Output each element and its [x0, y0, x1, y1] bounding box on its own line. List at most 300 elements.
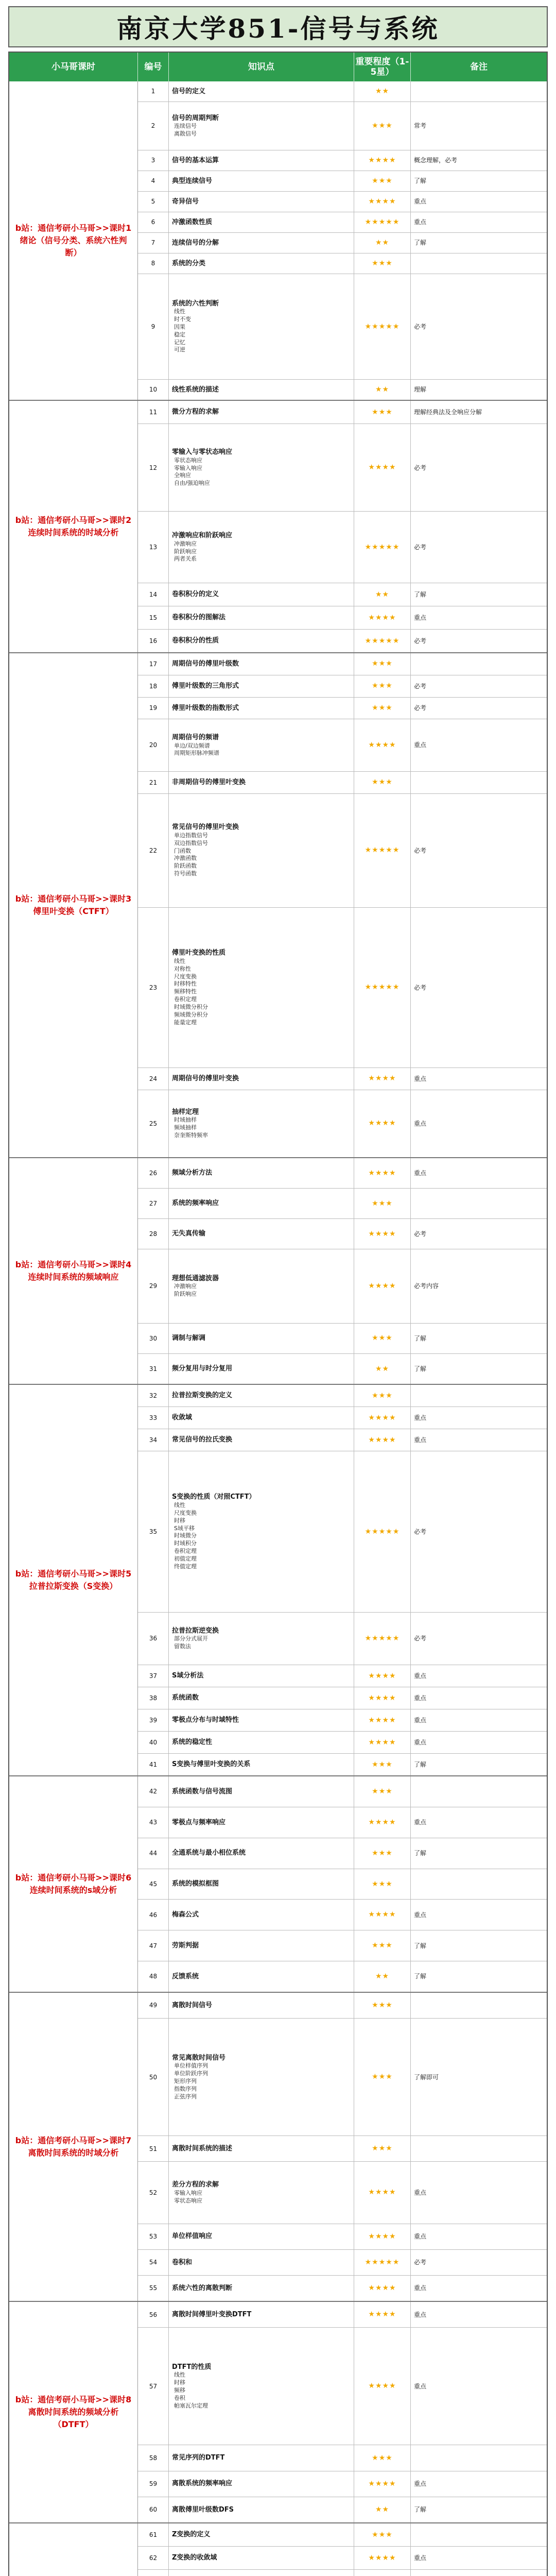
note-cell: 重点 [414, 1738, 427, 1746]
course-group [9, 2302, 547, 2523]
knowledge-point-title: 差分方程的求解 [172, 2181, 219, 2189]
row-number: 34 [138, 1429, 169, 1451]
knowledge-point-cell [169, 1354, 354, 1384]
knowledge-point-cell [169, 698, 354, 719]
knowledge-point-cell [169, 2136, 354, 2161]
note-cell: 了解 [414, 1973, 427, 1980]
row-number: 16 [138, 630, 169, 652]
knowledge-point-subitem: 卷积 [174, 2395, 185, 2401]
note-cell [411, 1993, 547, 2018]
note-cell: 重点 [414, 2554, 427, 2562]
row-number: 33 [138, 1407, 169, 1429]
knowledge-point-cell [169, 2445, 354, 2470]
importance-stars: ★★★ [354, 171, 411, 191]
knowledge-point-subitem: 零输入响应 [174, 2189, 202, 2196]
importance-stars: ★★★★★ [354, 1451, 411, 1612]
knowledge-point-cell [169, 583, 354, 606]
knowledge-point-subitem: 全响应 [174, 472, 191, 479]
row-number: 49 [138, 1993, 169, 2018]
knowledge-point-title: 离散时间信号 [172, 2001, 213, 2009]
knowledge-point-cell [169, 1324, 354, 1353]
course-topic-label: 离散时间系统的频域分析（DTFT） [28, 2407, 119, 2429]
row-number: 36 [138, 1613, 169, 1665]
knowledge-point-title: Z变换的定义 [172, 2531, 211, 2539]
knowledge-point-subitem: 线性 [174, 308, 185, 315]
knowledge-point-subitem: 单边/双边频谱 [174, 742, 210, 749]
course-link-label[interactable]: b站：通信考研小马哥>>课时5 [15, 1569, 132, 1579]
importance-stars: ★★★★★ [354, 274, 411, 379]
knowledge-point-title: 零极点与频率响应 [172, 1818, 226, 1826]
importance-stars: ★★★ [354, 253, 411, 274]
importance-stars: ★★ [354, 380, 411, 400]
knowledge-point-cell [169, 512, 354, 583]
knowledge-point-cell [169, 1732, 354, 1753]
note-cell: 必考 [414, 682, 427, 690]
row-number: 12 [138, 424, 169, 511]
row-number: 32 [138, 1385, 169, 1406]
knowledge-point-cell [169, 2328, 354, 2445]
importance-stars: ★★★★ [354, 1807, 411, 1838]
note-cell: 必考 [414, 544, 427, 551]
knowledge-point-subitem: 时域微分积分 [174, 1003, 208, 1010]
knowledge-point-title: 无失真传输 [172, 1230, 206, 1238]
table-row [138, 1451, 547, 1613]
row-number: 30 [138, 1324, 169, 1353]
table-row [138, 380, 547, 400]
importance-stars: ★★★ [354, 653, 411, 675]
knowledge-point-title: 常见序列的DTFT [172, 2454, 225, 2462]
table-row [138, 1807, 547, 1838]
course-link-label[interactable]: b站：通信考研小马哥>>课时6 [15, 1873, 132, 1883]
table-row [138, 1754, 547, 1775]
table-row [138, 698, 547, 720]
note-cell: 重点 [414, 198, 427, 206]
row-number: 19 [138, 698, 169, 719]
knowledge-point-subitem: S域平移 [174, 1524, 195, 1532]
knowledge-point-title: 典型连续信号 [172, 177, 213, 185]
knowledge-point-title: 周期信号的频谱 [172, 733, 219, 741]
importance-stars: ★★★ [354, 1930, 411, 1961]
note-cell: 必考 [414, 704, 427, 712]
note-cell: 了解 [414, 1942, 427, 1950]
table-row [138, 2162, 547, 2224]
knowledge-point-subitem: 零状态响应 [174, 456, 202, 464]
note-cell [411, 2445, 547, 2470]
knowledge-point-title: 微分方程的求解 [172, 408, 219, 416]
table-row [138, 1900, 547, 1930]
knowledge-point-subitem: 对称性 [174, 965, 191, 972]
importance-stars: ★★★★ [354, 1687, 411, 1709]
table-row [138, 81, 547, 102]
row-number: 23 [138, 908, 169, 1067]
row-number: 40 [138, 1732, 169, 1753]
knowledge-point-cell [169, 2547, 354, 2569]
row-number: 50 [138, 2019, 169, 2136]
knowledge-point-title: 系统的模拟框图 [172, 1880, 219, 1888]
knowledge-point-subitem: 自由/强迫响应 [174, 480, 210, 487]
knowledge-point-subitem: 频移特性 [174, 988, 197, 995]
row-number: 18 [138, 675, 169, 697]
row-number: 20 [138, 719, 169, 771]
knowledge-point-title: 拉普拉斯逆变换 [172, 1626, 219, 1635]
knowledge-point-subitem: 频移 [174, 2387, 185, 2394]
knowledge-point-cell [169, 772, 354, 793]
course-link-label[interactable]: b站：通信考研小马哥>>课时7 [15, 2136, 132, 2145]
course-cell [9, 1158, 138, 1384]
note-cell: 重点 [414, 1819, 427, 1826]
row-number: 37 [138, 1665, 169, 1687]
knowledge-point-cell [169, 253, 354, 274]
header-no: 编号 [138, 53, 169, 81]
row-number: 28 [138, 1219, 169, 1249]
knowledge-point-title: Z变换的收敛域 [172, 2554, 217, 2562]
knowledge-point-cell [169, 1776, 354, 1807]
importance-stars [354, 2570, 411, 2576]
row-number: 51 [138, 2136, 169, 2161]
knowledge-point-cell [169, 274, 354, 379]
table-row [138, 1961, 547, 1992]
note-cell: 重点 [414, 1169, 427, 1177]
row-number: 24 [138, 1068, 169, 1090]
knowledge-point-cell [169, 1219, 354, 1249]
row-number: 46 [138, 1900, 169, 1930]
knowledge-point-cell [169, 675, 354, 697]
importance-stars: ★★★★ [354, 2162, 411, 2223]
importance-stars: ★★★★ [354, 2471, 411, 2497]
knowledge-point-subitem: 单边指数信号 [174, 832, 208, 839]
row-number: 54 [138, 2250, 169, 2275]
importance-stars: ★★ [354, 1961, 411, 1992]
table-row [138, 274, 547, 380]
note-cell: 重点 [414, 2382, 427, 2390]
table-row [138, 150, 547, 171]
knowledge-point-title: 信号的定义 [172, 87, 206, 95]
knowledge-point-title: 单位样值响应 [172, 2232, 213, 2241]
knowledge-point-subitem: 离散信号 [174, 130, 197, 138]
row-number: 17 [138, 653, 169, 675]
row-number: 35 [138, 1451, 169, 1612]
importance-stars: ★★ [354, 1354, 411, 1384]
knowledge-point-subitem: 单位阶跃序列 [174, 2070, 208, 2077]
knowledge-point-cell [169, 171, 354, 191]
knowledge-point-title: 反馈系统 [172, 1972, 199, 1980]
knowledge-point-title: 频分复用与时分复用 [172, 1365, 233, 1373]
importance-stars: ★★★★ [354, 150, 411, 171]
course-cell [9, 2302, 138, 2522]
note-cell: 必考 [414, 323, 427, 330]
row-number: 2 [138, 102, 169, 150]
table-row [138, 2136, 547, 2162]
table-row [138, 424, 547, 512]
knowledge-point-title: 常见信号的拉氏变换 [172, 1436, 233, 1444]
knowledge-point-cell [169, 81, 354, 101]
knowledge-point-subitem: 周期矩形脉冲频谱 [174, 750, 219, 757]
table-body [9, 81, 547, 2576]
knowledge-point-cell [169, 2276, 354, 2301]
table-row [138, 1249, 547, 1324]
table-row [138, 1068, 547, 1090]
knowledge-point-subitem: 时域积分 [174, 1540, 197, 1547]
row-number: 7 [138, 233, 169, 253]
knowledge-point-cell [169, 102, 354, 150]
knowledge-point-subitem: 频域微分积分 [174, 1011, 208, 1018]
table-row [138, 2547, 547, 2570]
table-row [138, 772, 547, 794]
importance-stars: ★★★ [354, 2019, 411, 2136]
table-row [138, 2471, 547, 2497]
knowledge-point-title: 连续信号的分解 [172, 239, 219, 247]
note-cell [411, 1189, 547, 1218]
row-number: 21 [138, 772, 169, 793]
knowledge-point-cell [169, 2250, 354, 2275]
course-cell [9, 1776, 138, 1992]
importance-stars: ★★★★ [354, 1219, 411, 1249]
importance-stars: ★★ [354, 583, 411, 606]
importance-stars: ★★★★ [354, 1429, 411, 1451]
row-number: 57 [138, 2328, 169, 2445]
knowledge-point-subitem: 阶跃响应 [174, 1291, 197, 1298]
table-row [138, 1090, 547, 1157]
importance-stars: ★★★ [354, 675, 411, 697]
note-cell: 重点 [414, 218, 427, 226]
importance-stars: ★★★★ [354, 1158, 411, 1188]
knowledge-point-cell [169, 630, 354, 652]
knowledge-point-cell [169, 424, 354, 511]
knowledge-point-subitem: 线性 [174, 957, 185, 964]
knowledge-point-cell [169, 233, 354, 253]
note-cell: 了解 [414, 177, 427, 185]
note-cell: 重点 [414, 614, 427, 621]
note-cell: 重点 [414, 1075, 427, 1082]
importance-stars: ★★★ [354, 2445, 411, 2470]
course-cell [9, 81, 138, 400]
row-number: 45 [138, 1869, 169, 1900]
knowledge-point-title: 傅里叶级数的指数形式 [172, 704, 239, 712]
knowledge-point-cell [169, 1869, 354, 1900]
row-number [138, 2570, 169, 2576]
note-cell: 了解 [414, 239, 427, 247]
course-topic-label: 拉普拉斯变换（S变换） [29, 1581, 118, 1591]
table-row [138, 1869, 547, 1900]
knowledge-point-subitem: 两者关系 [174, 555, 197, 563]
row-number: 55 [138, 2276, 169, 2301]
table-row [138, 2570, 547, 2576]
table-row [138, 171, 547, 192]
note-cell: 必考 [414, 984, 427, 991]
table-row [138, 1732, 547, 1754]
importance-stars: ★★★★ [354, 2302, 411, 2327]
knowledge-point-title: 系统函数与信号流图 [172, 1787, 233, 1795]
knowledge-point-title: 频域分析方法 [172, 1169, 213, 1177]
knowledge-point-title: 系统的六性判断 [172, 299, 219, 308]
knowledge-point-title: 系统的频率响应 [172, 1199, 219, 1208]
knowledge-point-subitem: 卷积定理 [174, 996, 197, 1003]
knowledge-point-subitem: 时移 [174, 2379, 185, 2386]
knowledge-point-subitem: 卷积定理 [174, 1548, 197, 1555]
knowledge-point-title: 系统函数 [172, 1694, 199, 1702]
knowledge-point-subitem: 可逆 [174, 346, 185, 353]
importance-stars: ★★★★★ [354, 1613, 411, 1665]
table-row [138, 1776, 547, 1807]
row-number: 6 [138, 212, 169, 232]
table-row [138, 2302, 547, 2328]
knowledge-point-cell [169, 380, 354, 400]
importance-stars: ★★★★ [354, 424, 411, 511]
importance-stars: ★★★★ [354, 2547, 411, 2569]
knowledge-point-cell [169, 1993, 354, 2018]
knowledge-point-title: 系统六性的离散判断 [172, 2284, 233, 2292]
course-topic-label: 离散时间系统的时域分析 [28, 2148, 119, 2158]
knowledge-point-title: 零极点分布与时域特性 [172, 1716, 239, 1724]
knowledge-point-title: 线性系统的描述 [172, 385, 219, 394]
importance-stars: ★★★★ [354, 1249, 411, 1323]
importance-stars: ★★★ [354, 1189, 411, 1218]
knowledge-point-title: 冲激响应和阶跃响应 [172, 532, 233, 540]
row-number: 39 [138, 1709, 169, 1731]
table-row [138, 1324, 547, 1354]
knowledge-point-cell [169, 192, 354, 212]
importance-stars: ★★★★ [354, 1068, 411, 1090]
row-number: 4 [138, 171, 169, 191]
table-row [138, 2224, 547, 2250]
importance-stars: ★★★★ [354, 1900, 411, 1930]
knowledge-point-title: 卷积积分的性质 [172, 637, 219, 645]
importance-stars: ★★★★★ [354, 212, 411, 232]
knowledge-point-subitem: 奈奎斯特频率 [174, 1132, 208, 1139]
knowledge-point-title: 零输入与零状态响应 [172, 448, 233, 456]
importance-stars: ★★★ [354, 1754, 411, 1775]
row-number: 26 [138, 1158, 169, 1188]
row-number: 14 [138, 583, 169, 606]
knowledge-table [8, 52, 548, 2576]
course-group [9, 1776, 547, 1993]
row-number: 62 [138, 2547, 169, 2569]
row-number: 8 [138, 253, 169, 274]
table-row [138, 2445, 547, 2471]
course-topic-label: 连续时间系统的s域分析 [29, 1885, 117, 1895]
knowledge-point-title: 周期信号的傅里叶级数 [172, 660, 239, 668]
row-number: 42 [138, 1776, 169, 1807]
row-number: 9 [138, 274, 169, 379]
knowledge-point-cell [169, 1687, 354, 1709]
knowledge-point-title: 常见离散时间信号 [172, 2054, 226, 2062]
course-link-label[interactable]: b站：通信考研小马哥>>课时4 [15, 1260, 132, 1269]
knowledge-point-title: 卷积积分的图解法 [172, 614, 226, 622]
knowledge-point-cell [169, 2019, 354, 2136]
knowledge-point-title: 傅里叶变换的性质 [172, 949, 226, 957]
note-cell: 必考 [414, 637, 427, 645]
row-number: 1 [138, 81, 169, 101]
course-link-label[interactable]: b站：通信考研小马哥>>课时3 [15, 894, 132, 904]
importance-stars: ★★★ [354, 1993, 411, 2018]
importance-stars: ★★★★ [354, 2224, 411, 2249]
note-cell: 重点 [414, 1716, 427, 1724]
note-cell [411, 81, 547, 101]
knowledge-point-subitem: 能量定理 [174, 1019, 197, 1026]
knowledge-point-title: 理想低通滤波器 [172, 1274, 219, 1282]
table-row [138, 653, 547, 675]
knowledge-point-subitem: 矩形序列 [174, 2077, 197, 2084]
row-number: 22 [138, 794, 169, 907]
importance-stars: ★★★★ [354, 1665, 411, 1687]
knowledge-point-cell [169, 1249, 354, 1323]
note-cell: 了解 [414, 1760, 427, 1768]
table-header [9, 53, 547, 81]
table-row [138, 212, 547, 233]
note-cell [411, 2523, 547, 2546]
knowledge-point-cell [169, 606, 354, 629]
importance-stars: ★★★★ [354, 1732, 411, 1753]
note-cell [411, 1385, 547, 1406]
knowledge-point-subitem: 符号函数 [174, 870, 197, 877]
note-cell [411, 653, 547, 675]
table-row [138, 1219, 547, 1249]
knowledge-point-cell [169, 401, 354, 423]
course-group [9, 653, 547, 1158]
row-number: 60 [138, 2497, 169, 2522]
course-topic-label: 连续时间系统的时域分析 [28, 528, 119, 537]
importance-stars: ★★★★★ [354, 908, 411, 1067]
course-link-label[interactable]: b站：通信考研小马哥>>课时2 [15, 515, 132, 525]
knowledge-point-subitem: 零状态响应 [174, 2197, 202, 2204]
importance-stars: ★★★★ [354, 1090, 411, 1157]
course-group [9, 81, 547, 401]
knowledge-point-subitem: 因果 [174, 323, 185, 330]
knowledge-point-cell [169, 794, 354, 907]
importance-stars: ★★★ [354, 772, 411, 793]
knowledge-point-title: 抽样定理 [172, 1108, 199, 1116]
knowledge-point-cell [169, 1451, 354, 1612]
note-cell: 了解 [414, 1365, 427, 1372]
row-number: 43 [138, 1807, 169, 1838]
importance-stars: ★★★ [354, 2523, 411, 2546]
table-row [138, 192, 547, 212]
note-cell: 重点 [414, 741, 427, 749]
knowledge-point-cell [169, 2523, 354, 2546]
knowledge-point-subitem: 时域抽样 [174, 1116, 197, 1124]
row-number: 41 [138, 1754, 169, 1775]
table-row [138, 606, 547, 630]
course-link-label[interactable]: b站：通信考研小马哥>>课时8 [15, 2395, 132, 2404]
note-cell: 重点 [414, 2480, 427, 2488]
row-number: 10 [138, 380, 169, 400]
knowledge-point-subitem: 帕塞瓦尔定理 [174, 2402, 208, 2409]
table-row [138, 1407, 547, 1429]
course-group [9, 401, 547, 653]
note-cell: 了解 [414, 1850, 427, 1857]
importance-stars: ★★★★ [354, 1407, 411, 1429]
note-cell: 重点 [414, 2284, 427, 2292]
knowledge-point-cell [169, 1090, 354, 1157]
course-link-label[interactable]: b站：通信考研小马哥>>课时1 [15, 223, 132, 233]
note-cell: 重点 [414, 2233, 427, 2241]
table-row [138, 1158, 547, 1189]
knowledge-point-cell [169, 1838, 354, 1869]
table-row [138, 2276, 547, 2301]
importance-stars: ★★★★★ [354, 2250, 411, 2275]
note-cell: 必考 [414, 464, 427, 471]
importance-stars: ★★★★ [354, 719, 411, 771]
importance-stars: ★★★ [354, 401, 411, 423]
knowledge-point-subitem: 尺度变换 [174, 1509, 197, 1516]
row-number: 38 [138, 1687, 169, 1709]
note-cell: 重点 [414, 1120, 427, 1127]
knowledge-point-title: 劳斯判据 [172, 1941, 199, 1950]
table-row [138, 719, 547, 771]
knowledge-point-subitem: 频域抽样 [174, 1124, 197, 1131]
knowledge-point-cell [169, 1613, 354, 1665]
note-cell [411, 1776, 547, 1807]
